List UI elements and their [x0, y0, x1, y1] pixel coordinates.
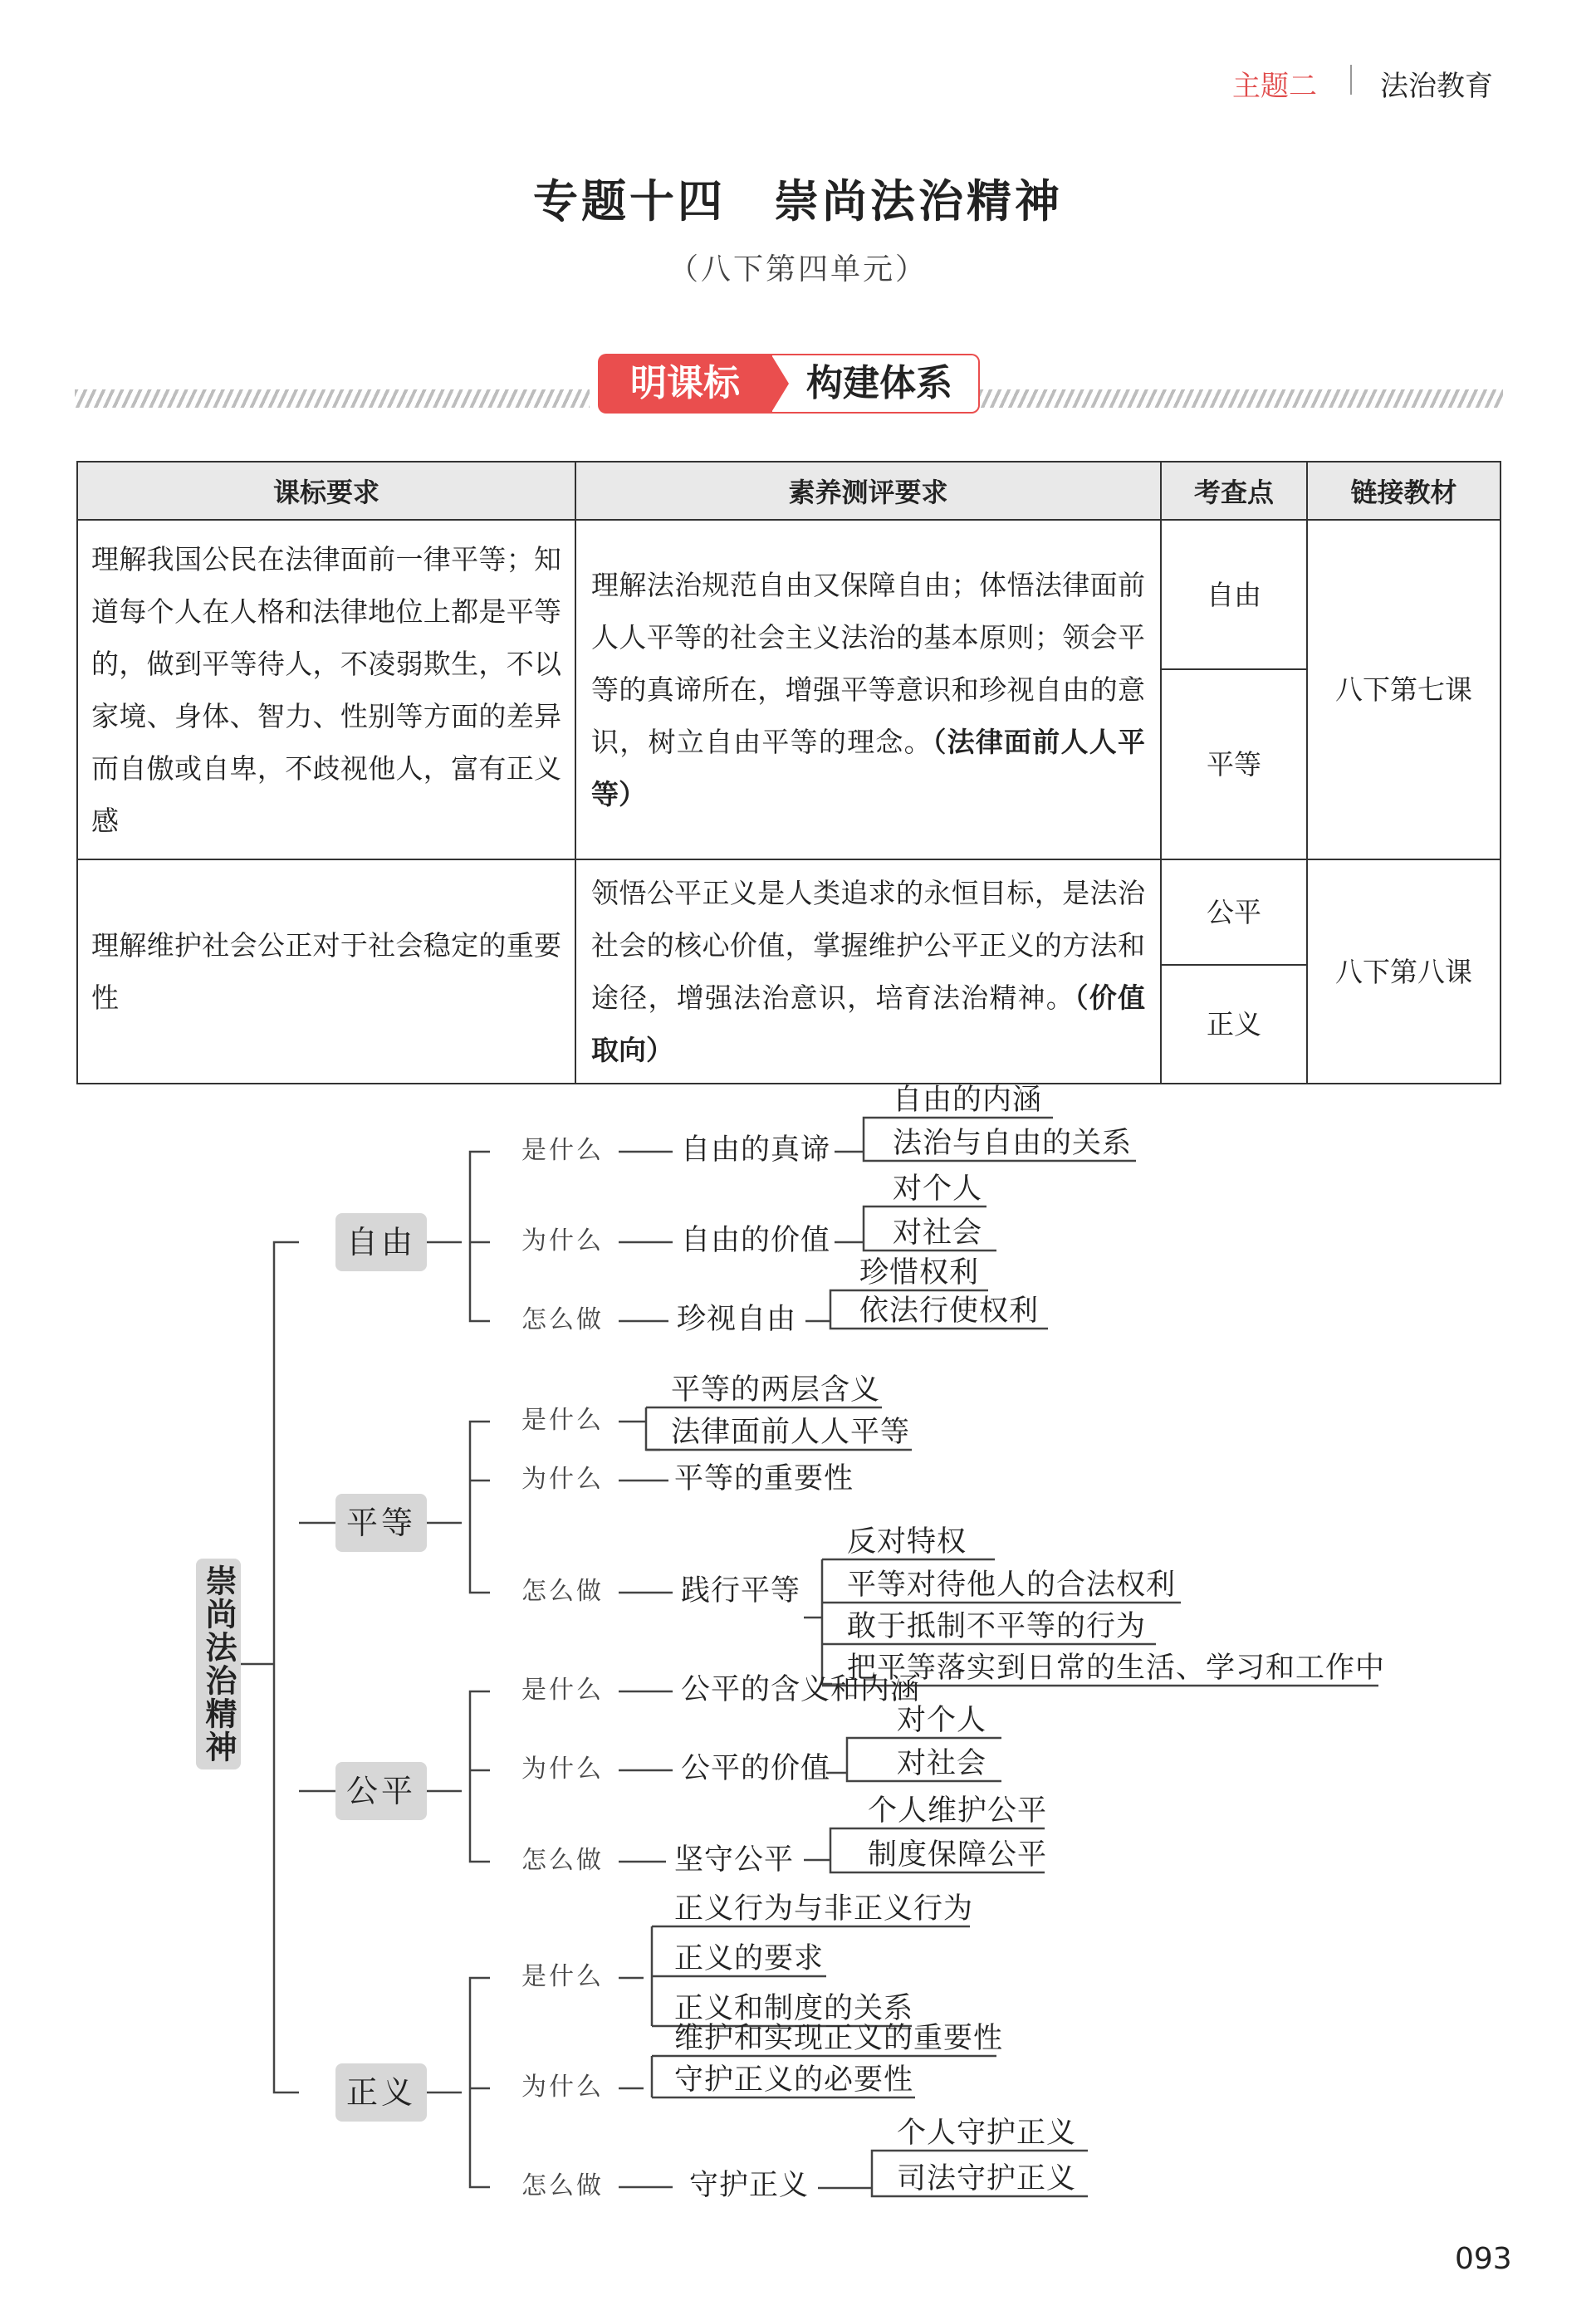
point-cell: 平等 [1161, 669, 1307, 859]
map-node: 自由的价值 [681, 1224, 831, 1257]
col-header-literacy: 素养测评要求 [575, 462, 1161, 520]
table-row [77, 859, 1501, 965]
banner-hatch-left [75, 389, 590, 408]
table-row [77, 520, 1501, 669]
map-leaf: 把平等落实到日常的生活、学习和工作中 [847, 1652, 1386, 1685]
map-leaf: 自由的内涵 [893, 1084, 1043, 1117]
banner-system: 构建体系 [769, 354, 980, 414]
banner-standard: 明课标 [598, 354, 772, 414]
page-subtitle: （八下第四单元） [668, 252, 928, 286]
map-leaf: 对个人 [893, 1172, 983, 1206]
literacy-emphasis: （法律面前人人平等） [591, 726, 1146, 810]
map-question: 是什么 [521, 1136, 604, 1165]
map-question: 怎么做 [521, 1305, 604, 1334]
point-cell: 自由 [1161, 520, 1307, 669]
table-header-row [77, 462, 1501, 520]
map-question: 怎么做 [521, 1577, 604, 1606]
map-node: 坚守公平 [674, 1843, 795, 1877]
map-leaf: 对个人 [897, 1704, 987, 1737]
map-cat-freedom: 自由 [335, 1213, 427, 1271]
req-cell: 理解我国公民在法律面前一律平等；知道每个人在人格和法律地位上都是平等的，做到平等待人，不凌弱欺生，不以家境、身体、智力、性别等方面的差异而自傲或自卑，不歧视他人，富有正义感 [77, 520, 575, 859]
map-leaf: 对社会 [897, 1747, 987, 1780]
link-cell: 八下第七课 [1307, 520, 1501, 859]
map-leaf: 正义行为与非正义行为 [674, 1892, 974, 1926]
map-node: 平等的重要性 [674, 1462, 854, 1495]
map-leaf: 珍惜权利 [859, 1256, 980, 1290]
theme-name: 法治教育 [1380, 70, 1493, 103]
map-question: 为什么 [521, 2073, 604, 2102]
map-leaf: 反对特权 [847, 1525, 967, 1559]
map-question: 为什么 [521, 1226, 604, 1255]
map-node: 公平的价值 [681, 1752, 831, 1785]
req-cell: 理解维护社会公正对于社会稳定的重要性 [77, 859, 575, 1084]
map-cat-fairness: 公平 [335, 1762, 427, 1820]
map-cat-justice: 正义 [335, 2063, 427, 2122]
literacy-cell [575, 859, 1161, 1084]
map-leaf: 个人守护正义 [897, 2117, 1077, 2150]
map-leaf: 正义和制度的关系 [674, 1992, 914, 2025]
map-leaf: 个人维护公平 [868, 1794, 1048, 1828]
col-header-point: 考查点 [1161, 462, 1307, 520]
map-node: 珍视自由 [677, 1303, 797, 1336]
theme-label: 主题二 [1232, 70, 1317, 103]
map-question: 怎么做 [521, 2171, 604, 2200]
map-node: 自由的真谛 [681, 1133, 831, 1167]
link-cell: 八下第八课 [1307, 859, 1501, 1084]
map-question: 是什么 [521, 1962, 604, 1991]
map-leaf: 守护正义的必要性 [674, 2063, 914, 2097]
literacy-emphasis: （价值取向） [591, 981, 1146, 1066]
header-divider [1350, 65, 1352, 95]
map-question: 为什么 [521, 1465, 604, 1494]
map-node: 公平的含义和内涵 [681, 1673, 921, 1706]
col-header-req: 课标要求 [77, 462, 575, 520]
page-title: 专题十四 崇尚法治精神 [533, 175, 1063, 228]
literacy-cell [575, 520, 1161, 859]
map-root: 崇尚法治精神 [196, 1559, 241, 1769]
map-question: 是什么 [521, 1676, 604, 1705]
map-node: 践行平等 [681, 1574, 801, 1608]
literacy-text: 领悟公平正义是人类追求的永恒目标，是法治社会的核心价值，掌握维护公平正义的方法和途径，增强法治意识，培育法治精神。 [591, 877, 1145, 1014]
point-cell: 正义 [1161, 965, 1307, 1084]
map-leaf: 正义的要求 [674, 1942, 825, 1975]
map-cat-equality: 平等 [335, 1494, 427, 1552]
map-leaf: 依法行使权利 [859, 1295, 1040, 1328]
page-number: 093 [1455, 2242, 1512, 2276]
curriculum-table [76, 461, 1501, 1084]
mind-map [0, 1079, 1596, 2209]
map-question: 为什么 [521, 1755, 604, 1784]
map-leaf: 平等对待他人的合法权利 [847, 1569, 1177, 1602]
literacy-text: 理解法治规范自由又保障自由；体悟法律面前人人平等的社会主义法治的基本原则；领会平等的真谛所在，增强平等意识和珍视自由的意识，树立自由平等的理念。 [591, 569, 1145, 758]
banner-hatch-right [980, 389, 1503, 408]
map-leaf: 平等的两层含义 [671, 1373, 881, 1407]
map-leaf: 法律面前人人平等 [671, 1416, 911, 1449]
banner-arrow [771, 354, 789, 414]
col-header-link: 链接教材 [1307, 462, 1501, 520]
map-leaf: 制度保障公平 [868, 1838, 1048, 1872]
map-leaf: 司法守护正义 [897, 2162, 1077, 2195]
map-leaf: 对社会 [893, 1216, 983, 1250]
map-leaf: 敢于抵制不平等的行为 [847, 1610, 1147, 1643]
map-leaf: 维护和实现正义的重要性 [674, 2022, 1004, 2055]
point-cell: 公平 [1161, 859, 1307, 965]
map-question: 怎么做 [521, 1846, 604, 1875]
map-question: 是什么 [521, 1406, 604, 1435]
map-leaf: 法治与自由的关系 [893, 1127, 1133, 1160]
map-node: 守护正义 [689, 2169, 810, 2202]
